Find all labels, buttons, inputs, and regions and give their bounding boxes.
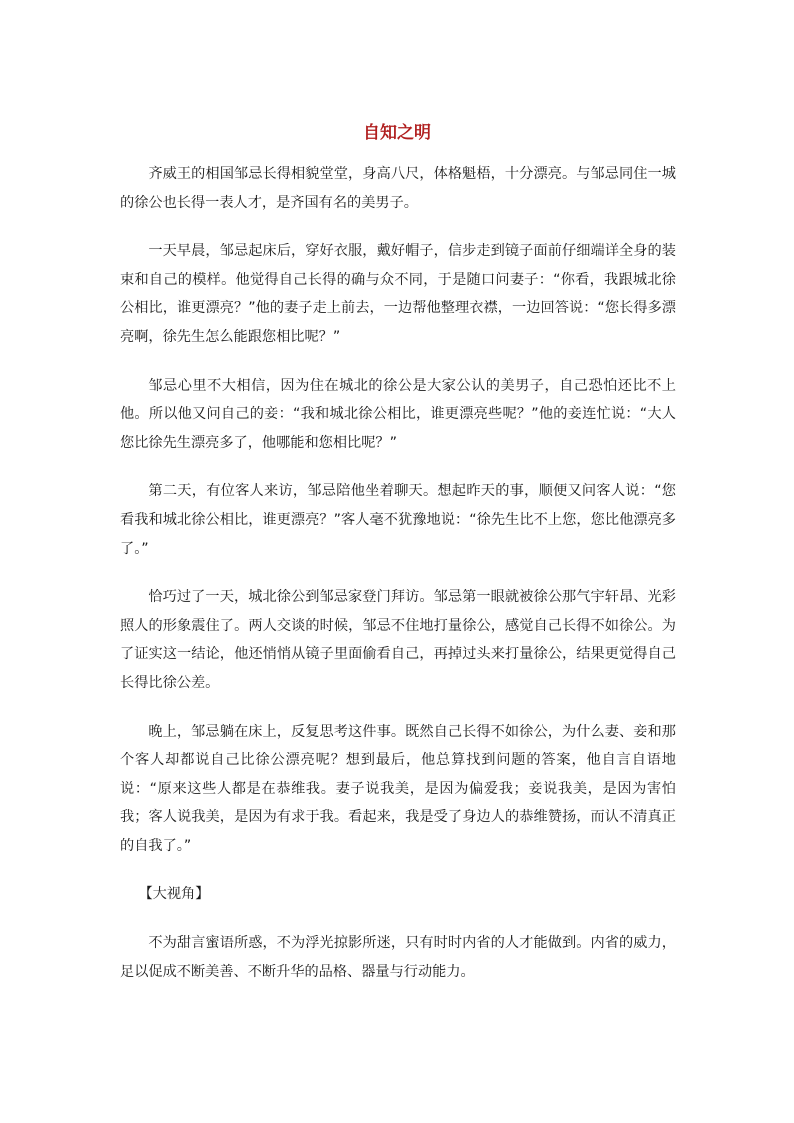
document-body — [120, 160, 676, 1006]
document-title: 自知之明 — [363, 123, 431, 143]
closing-paragraph: 不为甜言蜜语所惑，不为浮光掠影所迷，只有时时内省的人才能做到。内省的威力，足以促成不断美善、不断升华的品格、器量与行动能力。 — [120, 935, 676, 980]
paragraph-6: 晚上，邹忌躺在床上，反复思考这件事。既然自己长得不如徐公，为什么妻、妾和那个客人却都说自己比徐公漂亮呢？想到最后，他总算找到问题的答案，他自言自语地说：“原来这些人都是在恭维我。妻子说我美，是因为偏爱我；妾说我美，是因为害怕我；客人说我美，是因为有求于我。看起来，我是受了身边人的恭维赞扬，而认不清真正的自我了。” — [120, 723, 676, 854]
paragraph-5: 恰巧过了一天，城北徐公到邹忌家登门拜访。邹忌第一眼就被徐公那气宇轩昂、光彩照人的形象震住了。两人交谈的时候，邹忌不住地打量徐公，感觉自己长得不如徐公。为了证实这一结论，他还悄悄从镜子里面偷看自己，再掉过头来打量徐公，结果更觉得自己长得比徐公差。 — [120, 589, 676, 691]
paragraph-4: 第二天，有位客人来访，邹忌陪他坐着聊天。想起昨天的事，顺便又问客人说：“您看我和城北徐公相比，谁更漂亮？”客人毫不犹豫地说：“徐先生比不上您，您比他漂亮多了。” — [120, 483, 676, 557]
paragraph-1: 齐威王的相国邹忌长得相貌堂堂，身高八尺，体格魁梧，十分漂亮。与邹忌同住一城的徐公也长得一表人才，是齐国有名的美男子。 — [120, 166, 676, 211]
section-heading: 【大视角】 — [138, 886, 210, 903]
paragraph-3: 邹忌心里不大相信，因为住在城北的徐公是大家公认的美男子，自己恐怕还比不上他。所以他又问自己的妾：“我和城北徐公相比，谁更漂亮些呢？”他的妾连忙说：“大人您比徐先生漂亮多了，他哪能和您相比呢？” — [120, 377, 676, 451]
paragraph-2: 一天早晨，邹忌起床后，穿好衣服，戴好帽子，信步走到镜子面前仔细端详全身的装束和自己的模样。他觉得自己长得的确与众不同，于是随口问妻子：“你看，我跟城北徐公相比，谁更漂亮？”他的妻子走上前去，一边帮他整理衣襟，一边回答说：“您长得多漂亮啊，徐先生怎么能跟您相比呢？” — [120, 243, 676, 345]
